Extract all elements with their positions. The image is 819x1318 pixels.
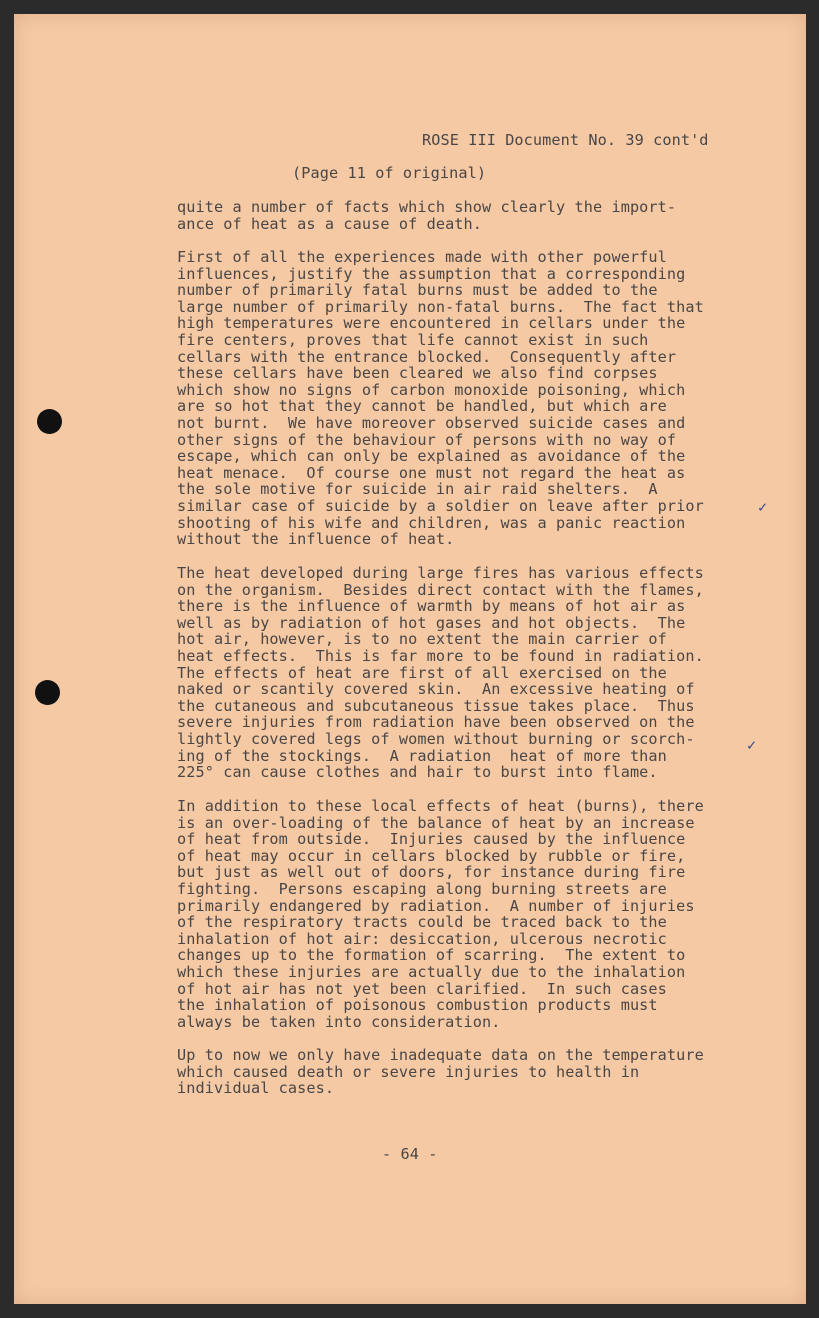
text-line: fire centers, proves that life cannot exist in such — [177, 330, 649, 349]
text-line: cellars with the entrance blocked. Consequently after — [177, 347, 677, 366]
text-line: influences, justify the assumption that a corresponding — [177, 264, 686, 283]
text-line: the cutaneous and subcutaneous tissue takes place. Thus — [177, 696, 695, 715]
margin-check-mark-2: ✓ — [747, 736, 757, 754]
text-line: large number of primarily non-fatal burns. The fact that — [177, 297, 704, 316]
text-line: which these injuries are actually due to the inhalation — [177, 962, 686, 981]
page-reference: (Page 11 of original) — [292, 164, 487, 182]
paragraph-2 — [177, 249, 777, 548]
text-line: which caused death or severe injuries to health in — [177, 1062, 640, 1081]
punch-hole-top — [37, 409, 62, 434]
text-line: severe injuries from radiation have been observed on the — [177, 713, 695, 732]
text-line: individual cases. — [177, 1079, 335, 1098]
text-line: of heat from outside. Injuries caused by the influence — [177, 830, 686, 849]
text-line: always be taken into consideration. — [177, 1012, 501, 1031]
paragraph-4 — [177, 798, 777, 1030]
text-line: First of all the experiences made with other powerful — [177, 248, 667, 266]
text-line: of heat may occur in cellars blocked by rubble or fire, — [177, 846, 686, 865]
text-line: are so hot that they cannot be handled, but which are — [177, 397, 667, 416]
text-line: of hot air has not yet been clarified. In such cases — [177, 979, 667, 998]
text-line: escape, which can only be explained as avoidance of the — [177, 447, 686, 466]
text-line: hot air, however, is to no extent the main carrier of — [177, 630, 667, 649]
text-line: The effects of heat are first of all exercised on the — [177, 663, 667, 682]
text-line: is an over-loading of the balance of heat by an increase — [177, 813, 695, 832]
text-line: not burnt. We have moreover observed suicide cases and — [177, 413, 686, 432]
text-line: the sole motive for suicide in air raid shelters. A — [177, 480, 658, 499]
text-line: ing of the stockings. A radiation heat of more than — [177, 746, 667, 765]
text-line: shooting of his wife and children, was a panic reaction — [177, 513, 686, 532]
text-line: high temperatures were encountered in cellars under the — [177, 314, 686, 333]
text-line: The heat developed during large fires has various effects — [177, 564, 704, 582]
text-line: primarily endangered by radiation. A number of injuries — [177, 896, 695, 915]
page-number: - 64 - — [382, 1145, 438, 1163]
paragraph-1 — [177, 199, 777, 232]
text-line: heat menace. Of course one must not regard the heat as — [177, 463, 686, 482]
text-line: these cellars have been cleared we also find corpses — [177, 364, 658, 383]
text-line: ance of heat as a cause of death. — [177, 214, 483, 233]
text-line: the inhalation of poisonous combustion products must — [177, 996, 658, 1015]
margin-check-mark-1: ✓ — [758, 498, 768, 516]
text-line: inhalation of hot air: desiccation, ulcerous necrotic — [177, 929, 667, 948]
text-line: without the influence of heat. — [177, 530, 455, 549]
text-line: there is the influence of warmth by means of hot air as — [177, 597, 686, 616]
text-line: but just as well out of doors, for instance during fire — [177, 863, 686, 882]
text-line: Up to now we only have inadequate data on the temperature — [177, 1046, 704, 1064]
text-line: lightly covered legs of women without burning or scorch- — [177, 729, 695, 748]
text-line: heat effects. This is far more to be found in radiation. — [177, 646, 704, 665]
text-line: other signs of the behaviour of persons with no way of — [177, 430, 677, 449]
text-line: fighting. Persons escaping along burning streets are — [177, 879, 667, 898]
text-line: which show no signs of carbon monoxide poisoning, which — [177, 380, 686, 399]
text-line: of the respiratory tracts could be traced back to the — [177, 913, 667, 932]
text-line: similar case of suicide by a soldier on leave after prior — [177, 496, 704, 515]
text-line: In addition to these local effects of heat (burns), there — [177, 797, 704, 815]
paragraph-5 — [177, 1047, 777, 1097]
text-line: well as by radiation of hot gases and hot objects. The — [177, 613, 686, 632]
text-line: 225° can cause clothes and hair to burst into flame. — [177, 763, 658, 782]
text-line: naked or scantily covered skin. An excessive heating of — [177, 680, 695, 699]
document-header: ROSE III Document No. 39 cont'd — [422, 131, 709, 149]
text-line: changes up to the formation of scarring. The extent to — [177, 946, 686, 965]
paragraph-3 — [177, 565, 777, 781]
text-line: quite a number of facts which show clearly the import- — [177, 198, 677, 216]
text-line: number of primarily fatal burns must be added to the — [177, 281, 658, 300]
punch-hole-bottom — [35, 680, 60, 705]
text-line: on the organism. Besides direct contact with the flames, — [177, 580, 704, 599]
